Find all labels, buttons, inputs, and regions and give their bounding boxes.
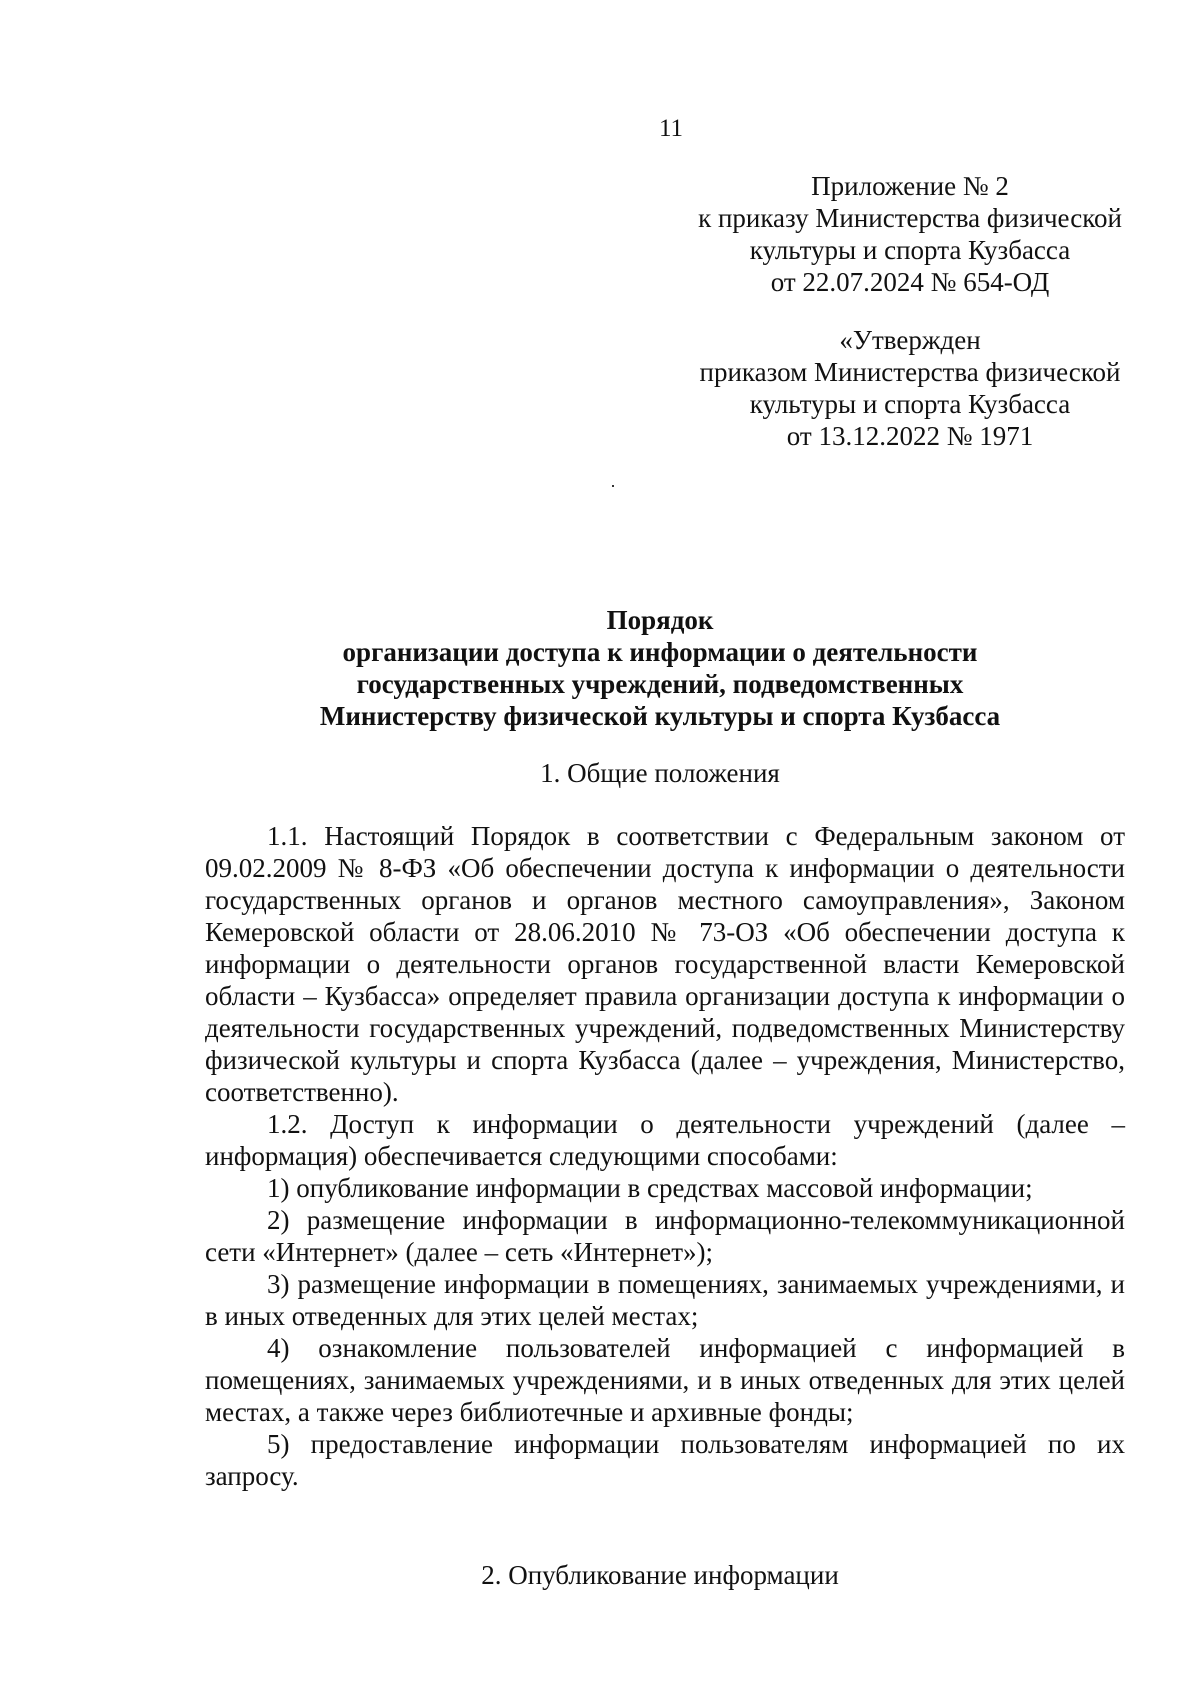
paragraph-1-1: 1.1. Настоящий Порядок в соответствии с Федеральным законом от 09.02.2009 № 8-ФЗ «Об обеспечении доступа к информации о деятельности государственных органов и органов местного самоуправления», Законом Кемеровской области от 28.06.2010 № 73-ОЗ «Об обеспечении доступа к информации о деятельности органов государственной власти Кемеровской области – Кузбасса» определяет правила организации доступа к информации о деятельности государственных учреждений, подведомственных Министерству физической культуры и спорта Кузбасса (далее – учреждения, Министерство, соответственно). [205, 821, 1125, 1107]
list-item-3: 3) размещение информации в помещениях, занимаемых учреждениями, и в иных отведенных для этих целей местах; [205, 1269, 1125, 1331]
title-line: Порядок [606, 605, 714, 635]
scan-speck [612, 485, 614, 487]
approval-stamp-text [680, 324, 1140, 452]
list-item-2: 2) размещение информации в информационно-телекоммуникационной сети «Интернет» (далее – сеть «Интернет»); [205, 1205, 1125, 1267]
approval-line: культуры и спорта Кузбасса [749, 389, 1071, 419]
title-line: организации доступа к информации о деятельности [342, 637, 978, 667]
section-1-body [205, 820, 1125, 1492]
document-title [200, 604, 1120, 732]
approval-line: «Утвержден [839, 325, 981, 355]
approval-line: от 13.12.2022 № 1971 [786, 421, 1034, 451]
appendix-line: Приложение № 2 [811, 171, 1009, 201]
list-item-5: 5) предоставление информации пользователям информацией по их запросу. [205, 1429, 1125, 1491]
appendix-line: культуры и спорта Кузбасса [749, 235, 1071, 265]
list-item-4: 4) ознакомление пользователей информацией с информацией в помещениях, занимаемых учреждениями, и в иных отведенных для этих целей местах, а также через библиотечные и архивные фонды; [205, 1333, 1125, 1427]
appendix-line: от 22.07.2024 № 654-ОД [770, 267, 1050, 297]
page-number: 11 [658, 115, 684, 142]
section-1-heading: 1. Общие положения [540, 758, 780, 788]
appendix-header [680, 170, 1140, 298]
paragraph-1-2: 1.2. Доступ к информации о деятельности учреждений (далее – информация) обеспечивается следующими способами: [205, 1109, 1125, 1171]
title-line: государственных учреждений, подведомственных [356, 669, 964, 699]
appendix-line: к приказу Министерства физической [698, 203, 1122, 233]
section-2-heading: 2. Опубликование информации [481, 1560, 839, 1590]
approval-line: приказом Министерства физической [699, 357, 1121, 387]
list-item-1: 1) опубликование информации в средствах массовой информации; [267, 1173, 1033, 1203]
title-line: Министерству физической культуры и спорта Кузбасса [319, 701, 1001, 731]
